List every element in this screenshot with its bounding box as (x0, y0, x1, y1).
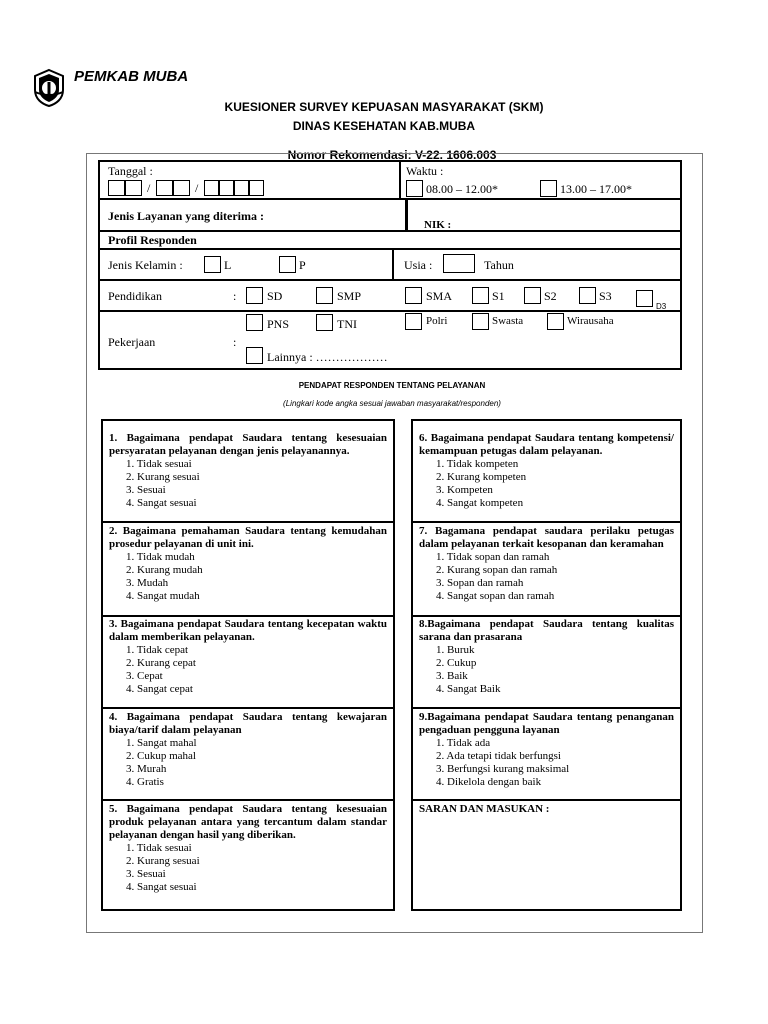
question-3-option[interactable]: 4. Sangat cepat (126, 683, 193, 695)
col-divider (399, 162, 401, 198)
waktu-afternoon-checkbox[interactable] (540, 180, 557, 197)
col-divider (405, 198, 408, 232)
opinion-section-title: PENDAPAT RESPONDEN TENTANG PELAYANAN (298, 381, 486, 390)
question-divider (103, 521, 393, 523)
question-2-option[interactable]: 2. Kurang mudah (126, 564, 203, 576)
question-3-option[interactable]: 1. Tidak cepat (126, 644, 189, 656)
pendidikan-smp-checkbox[interactable] (316, 287, 333, 304)
row-divider (100, 198, 680, 200)
question-1-option[interactable]: 4. Sangat sesuai (126, 497, 197, 509)
pendidikan-sma-checkbox[interactable] (405, 287, 422, 304)
question-7-option[interactable]: 3. Sopan dan ramah (436, 577, 524, 589)
question-7 (419, 525, 674, 603)
pekerjaan-polri-checkbox[interactable] (405, 313, 422, 330)
question-2-option[interactable]: 4. Sangat mudah (126, 590, 200, 602)
question-3-text: 3. Bagaimana pendapat Saudara tentang kecepatan waktu dalam memberikan pelayanan. (109, 618, 387, 643)
question-9-text: 9.Bagaimana pendapat Saudara tentang penanganan pengaduan pengguna layanan (419, 711, 674, 736)
jenis-kelamin-label: Jenis Kelamin : (108, 258, 183, 272)
tanggal-month-2[interactable] (173, 180, 190, 196)
pekerjaan-wirausaha-label: Wirausaha (567, 315, 614, 327)
row-divider (100, 310, 680, 312)
question-9-option[interactable]: 2. Ada tetapi tidak berfungsi (436, 750, 561, 762)
question-8 (419, 618, 674, 696)
question-2-option[interactable]: 1. Tidak mudah (126, 551, 195, 563)
pendidikan-sd-label: SD (267, 289, 283, 303)
respondent-form (98, 160, 682, 370)
question-8-option[interactable]: 3. Baik (436, 670, 468, 682)
usia-input[interactable] (443, 254, 475, 273)
question-divider (413, 707, 680, 709)
question-9-option[interactable]: 4. Dikelola dengan baik (436, 776, 542, 788)
form-title: KUESIONER SURVEY KEPUASAN MASYARAKAT (SKM) (224, 100, 544, 114)
question-6-option[interactable]: 4. Sangat kompeten (436, 497, 524, 509)
pendidikan-smp-label: SMP (337, 289, 362, 303)
question-4-option[interactable]: 2. Cukup mahal (126, 750, 196, 762)
tanggal-label: Tanggal : (108, 164, 153, 178)
opinion-section-instruction: (Lingkari kode angka sesuai jawaban masyarakat/responden) (283, 399, 501, 408)
pendidikan-d3-label: D3 (656, 302, 667, 311)
question-4-option[interactable]: 1. Sangat mahal (126, 737, 197, 749)
question-8-option[interactable]: 1. Buruk (436, 644, 475, 656)
pendidikan-sma-label: SMA (426, 289, 453, 303)
question-6-option[interactable]: 1. Tidak kompeten (436, 458, 519, 470)
question-7-option[interactable]: 4. Sangat sopan dan ramah (436, 590, 555, 602)
pendidikan-d3-checkbox[interactable] (636, 290, 653, 307)
question-divider (103, 799, 393, 801)
pekerjaan-tni-label: TNI (337, 317, 357, 331)
gender-p-checkbox[interactable] (279, 256, 296, 273)
row-divider (100, 279, 680, 281)
tanggal-year-4[interactable] (249, 180, 264, 196)
pendidikan-sd-checkbox[interactable] (246, 287, 263, 304)
question-7-text: 7. Bagamana pendapat saudara perilaku petugas dalam pelayanan terkait kesopanan dan keramahan (419, 525, 674, 550)
pekerjaan-lainnya-label: Lainnya : ……………… (267, 350, 388, 364)
pendidikan-s2-checkbox[interactable] (524, 287, 541, 304)
pekerjaan-lainnya-checkbox[interactable] (246, 347, 263, 364)
tanggal-year-1[interactable] (204, 180, 219, 196)
date-separator: / (147, 181, 151, 195)
tanggal-year-2[interactable] (219, 180, 234, 196)
pendidikan-colon: : (233, 289, 237, 303)
question-6 (419, 432, 674, 510)
question-1-text: 1. Bagaimana pendapat Saudara tentang kesesuaian persyaratan pelayanan dengan jenis pelayanannya. (109, 432, 387, 457)
pendidikan-s2-label: S2 (544, 289, 557, 303)
pendidikan-s1-checkbox[interactable] (472, 287, 489, 304)
pekerjaan-swasta-label: Swasta (492, 315, 524, 327)
question-8-option[interactable]: 4. Sangat Baik (436, 683, 501, 695)
waktu-morning-label: 08.00 – 12.00* (426, 182, 498, 196)
tanggal-month-1[interactable] (156, 180, 173, 196)
pekerjaan-label: Pekerjaan (108, 335, 156, 349)
nik-label: NIK : (424, 219, 452, 231)
question-8-option[interactable]: 2. Cukup (436, 657, 477, 669)
pekerjaan-pns-checkbox[interactable] (246, 314, 263, 331)
question-1-option[interactable]: 3. Sesuai (126, 484, 166, 496)
question-4 (109, 711, 387, 789)
question-6-text: 6. Bagaimana pendapat Saudara tentang kompetensi/ kemampuan petugas dalam pelayanan. (419, 432, 674, 457)
waktu-morning-checkbox[interactable] (406, 180, 423, 197)
question-divider (413, 799, 680, 801)
date-separator: / (195, 181, 199, 195)
saran-masukan[interactable] (419, 803, 674, 816)
col-divider (392, 248, 394, 279)
gender-l-label: L (224, 258, 232, 272)
pekerjaan-wirausaha-checkbox[interactable] (547, 313, 564, 330)
question-divider (413, 521, 680, 523)
profil-responden-label: Profil Responden (108, 233, 197, 247)
question-3 (109, 618, 387, 696)
question-4-option[interactable]: 3. Murah (126, 763, 167, 775)
question-divider (103, 707, 393, 709)
tanggal-year-3[interactable] (234, 180, 249, 196)
question-4-text: 4. Bagaimana pendapat Saudara tentang kewajaran biaya/tarif dalam pelayanan (109, 711, 387, 736)
pekerjaan-tni-checkbox[interactable] (316, 314, 333, 331)
question-5-option[interactable]: 3. Sesuai (126, 868, 166, 880)
question-7-option[interactable]: 1. Tidak sopan dan ramah (436, 551, 550, 563)
row-divider (100, 230, 680, 232)
question-5-option[interactable]: 4. Sangat sesuai (126, 881, 197, 893)
usia-unit: Tahun (484, 258, 514, 272)
usia-label: Usia : (404, 258, 433, 272)
questions-left-column (101, 419, 395, 911)
recommendation-number: Nomor Rekomendasi: V-22. 1606.003 (287, 148, 497, 162)
gender-l-checkbox[interactable] (204, 256, 221, 273)
question-4-option[interactable]: 4. Gratis (126, 776, 164, 788)
waktu-afternoon-label: 13.00 – 17.00* (560, 182, 632, 196)
question-6-option[interactable]: 2. Kurang kompeten (436, 471, 527, 483)
waktu-label: Waktu : (406, 164, 444, 178)
question-5-option[interactable]: 1. Tidak sesuai (126, 842, 192, 854)
question-1 (109, 432, 387, 510)
questions-right-column (411, 419, 682, 911)
question-3-option[interactable]: 3. Cepat (126, 670, 163, 682)
pendidikan-s3-checkbox[interactable] (579, 287, 596, 304)
org-name: PEMKAB MUBA (74, 68, 189, 85)
question-8-text: 8.Bagaimana pendapat Saudara tentang kualitas sarana dan prasarana (419, 618, 674, 643)
question-divider (413, 615, 680, 617)
pekerjaan-swasta-checkbox[interactable] (472, 313, 489, 330)
question-2 (109, 525, 387, 603)
pendidikan-s3-label: S3 (599, 289, 612, 303)
question-7-option[interactable]: 2. Kurang sopan dan ramah (436, 564, 558, 576)
tanggal-day-2[interactable] (125, 180, 142, 196)
pekerjaan-polri-label: Polri (426, 315, 448, 327)
question-2-text: 2. Bagaimana pemahaman Saudara tentang kemudahan prosedur pelayanan di unit ini. (109, 525, 387, 550)
gender-p-label: P (299, 258, 306, 272)
tanggal-day-1[interactable] (108, 180, 125, 196)
form-subtitle: DINAS KESEHATAN KAB.MUBA (292, 119, 476, 133)
question-9-option[interactable]: 1. Tidak ada (436, 737, 491, 749)
pekerjaan-pns-label: PNS (267, 317, 290, 331)
question-1-option[interactable]: 2. Kurang sesuai (126, 471, 200, 483)
question-9-option[interactable]: 3. Berfungsi kurang maksimal (436, 763, 570, 775)
question-divider (103, 615, 393, 617)
saran-masukan-label: SARAN DAN MASUKAN : (419, 803, 550, 815)
question-5 (109, 803, 387, 894)
pendidikan-s1-label: S1 (492, 289, 505, 303)
row-divider (100, 248, 680, 250)
question-9 (419, 711, 674, 789)
pendidikan-label: Pendidikan (108, 289, 162, 303)
question-1-option[interactable]: 1. Tidak sesuai (126, 458, 192, 470)
question-2-option[interactable]: 3. Mudah (126, 577, 169, 589)
pekerjaan-colon: : (233, 335, 237, 349)
question-5-option[interactable]: 2. Kurang sesuai (126, 855, 200, 867)
question-6-option[interactable]: 3. Kompeten (436, 484, 493, 496)
question-5-text: 5. Bagaimana pendapat Saudara tentang kesesuaian produk pelayanan antara yang tercantum dalam standar pelayanan dengan hasil yang diberikan. (109, 803, 387, 841)
question-3-option[interactable]: 2. Kurang cepat (126, 657, 196, 669)
jenis-layanan-label: Jenis Layanan yang diterima : (108, 209, 265, 223)
